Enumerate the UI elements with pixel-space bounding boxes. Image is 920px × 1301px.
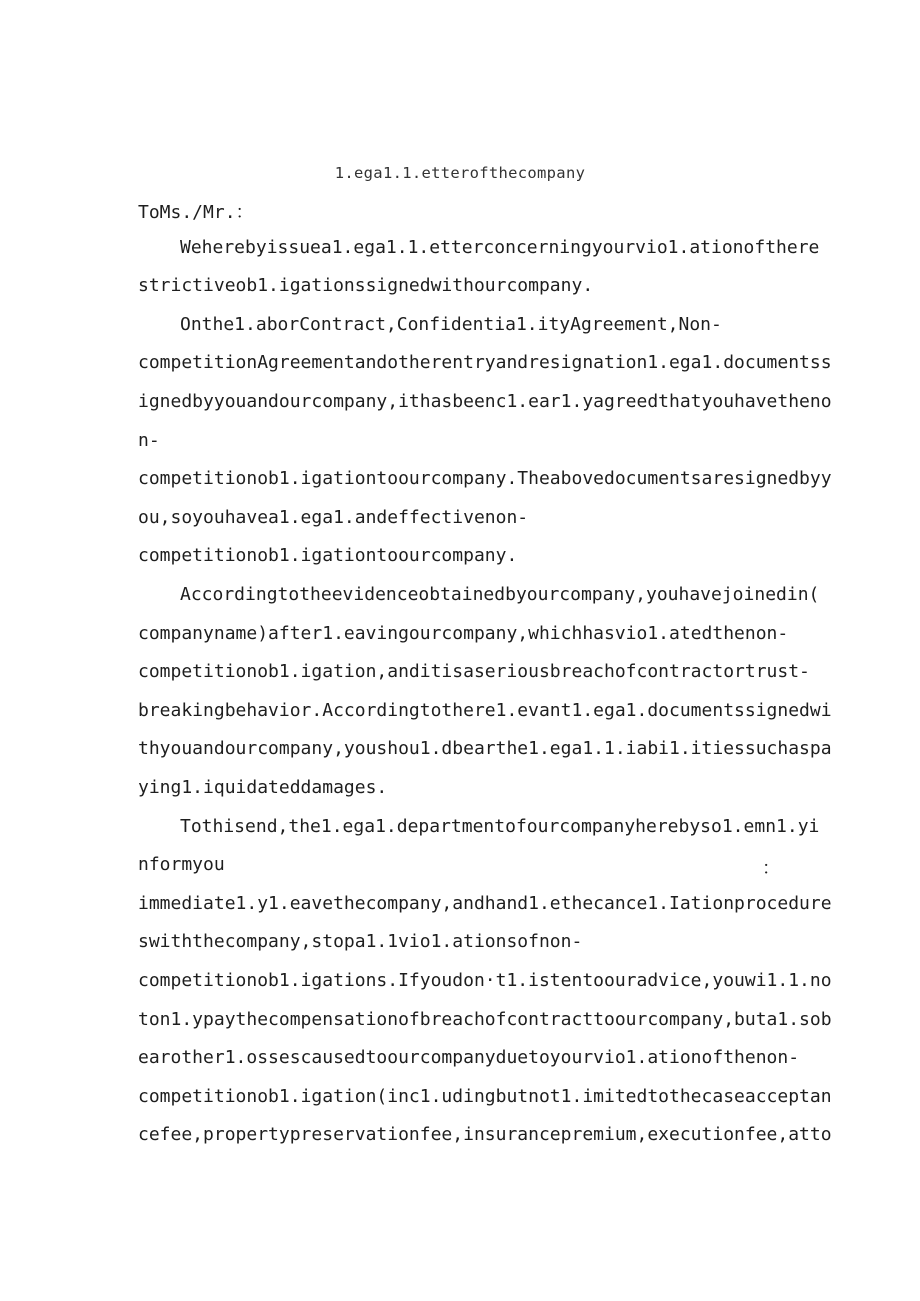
paragraph-line: n- [138,430,160,451]
paragraph-line: competitionob1.igation(inc1.udingbutnot1.imitedtothecaseacceptan [138,1086,832,1107]
paragraph-line: Tothisend,the1.ega1.departmentofourcompanyherebyso1.emn1.yi [180,816,820,837]
paragraph-line: Weherebyissuea1.ega1.1.etterconcerningyourvio1.ationofthere [180,237,820,258]
paragraph-line: breakingbehavior.Accordingtothere1.evant1.ega1.documentssignedwi [138,700,832,721]
paragraph-line: nformyou [138,854,225,875]
paragraph-line: earother1.ossescausedtoourcompanyduetoyourvio1.ationofthenon- [138,1047,800,1068]
paragraph-line: thyouandourcompany,youshou1.dbearthe1.ega1.1.iabi1.itiessuchaspa [138,738,832,759]
paragraph-line: ou,soyouhavea1.ega1.andeffectivenon- [138,507,529,528]
paragraph-line: Accordingtotheevidenceobtainedbyourcompany,youhavejoinedin( [180,584,820,605]
paragraph-line: ton1.ypaythecompensationofbreachofcontracttoourcompany,buta1.sob [138,1009,832,1030]
paragraph-line: competitionob1.igation,anditisaseriousbreachofcontractortrust- [138,661,810,682]
paragraph-line: strictiveob1.igationssignedwithourcompany. [138,275,594,296]
paragraph-line: competitionob1.igationtoourcompany. [138,545,518,566]
trailing-colon: ： [762,858,780,879]
page-title: 1.ega1.1.etterofthecompany [334,164,586,182]
paragraph-line: ying1.iquidateddamages. [138,777,388,798]
paragraph-line: immediate1.y1.eavethecompany,andhand1.ethecance1.Iationprocedure [138,893,832,914]
paragraph-line: ignedbyyouandourcompany,ithasbeenc1.ear1.yagreedthatyouhavetheno [138,391,832,412]
paragraph-line: competitionob1.igationtoourcompany.Theabovedocumentsaresignedbyy [138,468,832,489]
paragraph-line: competitionAgreementandotherentryandresignation1.ega1.documentss [138,352,832,373]
paragraph-line: competitionob1.igations.Ifyoudon·t1.istentoouradvice,youwi1.1.no [138,970,832,991]
salutation: ToMs./Mr.： [138,202,254,223]
paragraph-line: cefee,propertypreservationfee,insurancepremium,executionfee,atto [138,1124,832,1145]
paragraph-line: companyname)after1.eavingourcompany,whichhasvio1.atedthenon- [138,623,789,644]
paragraph-line: Onthe1.aborContract,Confidentia1.ityAgreement,Non- [180,314,722,335]
paragraph-line: swiththecompany,stopa1.1vio1.ationsofnon- [138,931,583,952]
